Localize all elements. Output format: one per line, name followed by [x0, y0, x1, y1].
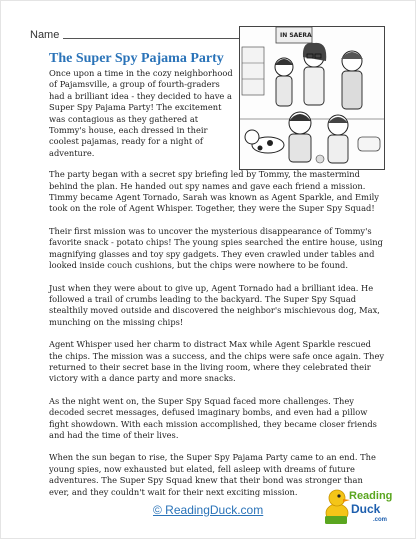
story-paragraph: The party began with a secret spy briefing led by Tommy, the mastermind behind the plan. He handed out spy names and gave each friend a mission. Timmy became Agent Tornado, Sarah was known as Agent Sparkle, and Emily took on the role of Agent Whisper. Together, they were the Super Spy Squad!	[49, 169, 379, 214]
story-paragraph: As the night went on, the Super Spy Squad faced more challenges. They decoded secret messages, defused imaginary bombs, and even had a pillow fight showdown. With each mission accomplished, they became closer friends and had the time of their lives.	[49, 395, 377, 440]
story-paragraph: Agent Whisper used her charm to distract Max while Agent Sparkle rescued the chips. The mission was a success, and the chips were safe once again. They returned to their secret base in the living room, where they celebrated their victory with a dance party and more snacks.	[49, 339, 385, 384]
logo-word-reading: Reading	[349, 490, 393, 502]
name-field	[30, 29, 243, 41]
story-paragraph: Their first mission was to uncover the mysterious disappearance of Tommy's favorite snack - potato chips! The young spies searched the entire house, using magnifying glasses and toy spy gadgets. They even crawled under tables and looked inside couch cushions, but the chips were nowhere to be found.	[49, 225, 383, 271]
story-paragraph: Once upon a time in the cozy neighborhood of Pajamsville, a group of fourth-graders had a brilliant idea - they decided to have a Super Spy Pajama Party! The excitement was contagious as they gathered at Tommy's house, each dressed in their coolest pajamas, ready for a night of adventure.	[49, 68, 233, 158]
logo-word-duck: Duck	[351, 502, 381, 516]
sign-text: IN SAERA	[280, 32, 312, 39]
story-title: The Super Spy Pajama Party	[49, 51, 224, 66]
story-paragraph: Just when they were about to give up, Agent Tornado had a brilliant idea. He followed a trail of crumbs leading to the backyard. The Super Spy Squad stealthily moved outside and discovered the neighbor's mischievous dog, Max, munching on the missing chips!	[49, 282, 380, 327]
story-text	[49, 68, 385, 509]
logo-suffix: .com	[373, 517, 388, 523]
name-label: Name	[30, 29, 60, 41]
readingduck-link[interactable]: © ReadingDuck.com	[153, 503, 264, 517]
name-line	[63, 38, 243, 39]
story-paragraph: When the sun began to rise, the Super Spy Pajama Party came to an end. The young spies, now exhausted but elated, fell asleep with dreams of future adventures. The Super Spy Squad knew that their bond was stronger than ever, and they couldn't wait for their next exciting mission.	[49, 452, 376, 497]
duck-logo-icon	[323, 483, 393, 527]
reading-duck-logo	[323, 483, 393, 527]
